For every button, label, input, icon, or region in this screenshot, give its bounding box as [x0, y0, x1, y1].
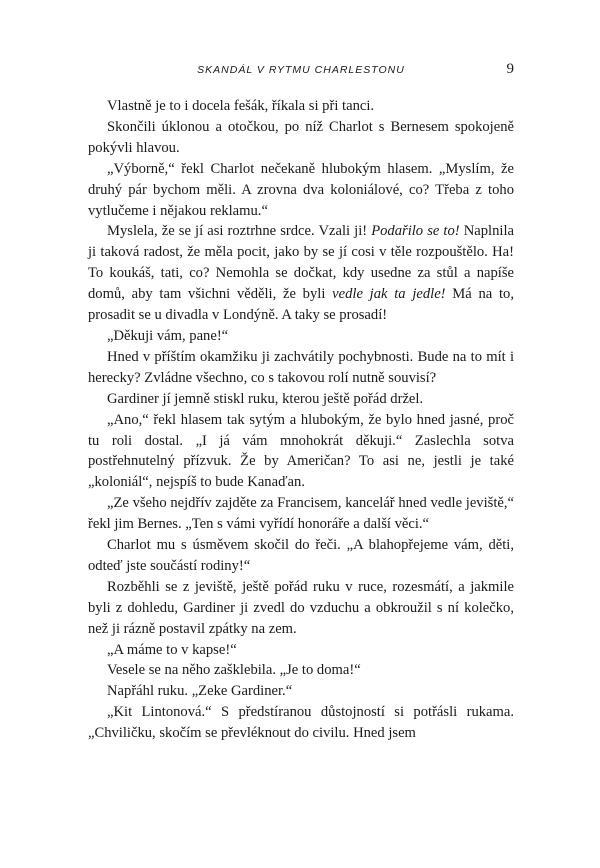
paragraph-text: „Ze všeho nejdřív zajděte za Francisem, kancelář hned vedle jeviště,“ řekl jim Bernes. „Ten s vámi vyřídí honoráře a další věci.“: [88, 495, 514, 533]
italic-text: Podařilo se to!: [371, 223, 460, 240]
paragraph: [88, 660, 514, 681]
paragraph-text: Má na to, prosadit se u divadla v Londýně. A taky se prosadí!: [88, 286, 514, 324]
body-text: [88, 96, 514, 744]
paragraph: [88, 326, 514, 347]
paragraph: [88, 640, 514, 661]
running-title: SKANDÁL V RYTMU CHARLESTONU: [197, 64, 405, 76]
paragraph: [88, 347, 514, 389]
paragraph-text: „Ano,“ řekl hlasem tak sytým a hlubokým, že bylo hned jasné, proč tu roli dostal. „I já vám mnohokrát děkuji.“ Zaslechla sotva postřehnutelný přízvuk. Že by Američan? To asi ne, jestli je také „koloniál“, nejspíš to bude Kanaďan.: [88, 411, 514, 491]
paragraph-text: Naplnila ji taková radost, že měla pocit, jako by se jí cosi v těle rozpouštělo. Ha! To koukáš, tati, co? Nemohla se dočkat, kdy usedne za stůl a napíše domů, aby tam všichni věděli, že byli: [88, 223, 514, 303]
paragraph-text: Vesele se na něho zašklebila. „Je to doma!“: [107, 662, 361, 679]
paragraph-text: Myslela, že se jí asi roztrhne srdce. Vzali ji!: [107, 223, 372, 240]
paragraph: [88, 681, 514, 702]
paragraph-text: Rozběhli se z jeviště, ještě pořád ruku v ruce, rozesmátí, a jakmile byli z dohledu, Gardiner ji zvedl do vzduchu a obkroužil s ní kolečko, než ji rázně postavil zpátky na zem.: [88, 578, 514, 637]
paragraph-text: „Děkuji vám, pane!“: [107, 327, 229, 344]
paragraph-text: Charlot mu s úsměvem skočil do řeči. „A blahopřejeme vám, děti, odteď jste součástí rodiny!“: [88, 537, 514, 574]
italic-text: vedle jak ta jedle!: [332, 286, 446, 303]
paragraph: [88, 159, 514, 222]
paragraph-text: Napřáhl ruku. „Zeke Gardiner.“: [107, 683, 293, 700]
paragraph: [88, 493, 514, 535]
paragraph: [88, 535, 514, 577]
paragraph: [88, 577, 514, 640]
paragraph-text: „Kit Lintonová.“ S předstíranou důstojností si potřásli rukama. „Chviličku, skočím se převléknout do civilu. Hned jsem: [88, 704, 514, 742]
paragraph-text: „Výborně,“ řekl Charlot nečekaně hlubokým hlasem. „Myslím, že druhý pár bychom měli. A zrovna dva koloniálové, co? Třeba z toho vytlučeme i nějakou reklamu.“: [88, 160, 514, 219]
page-number: 9: [506, 61, 514, 77]
paragraph-text: „A máme to v kapse!“: [107, 641, 237, 658]
paragraph: [88, 96, 514, 117]
paragraph: [88, 389, 514, 410]
paragraph: [88, 117, 514, 159]
paragraph-text: Hned v příštím okamžiku ji zachvátily pochybnosti. Bude na to mít i herecky? Zvládne všechno, co s takovou rolí nutně souvisí?: [88, 348, 514, 386]
paragraph-text: Skončili úklonou a otočkou, po níž Charlot s Bernesem spokojeně pokývli hlavou.: [88, 118, 514, 156]
paragraph-text: Vlastně je to i docela fešák, říkala si při tanci.: [107, 98, 375, 114]
paragraph: [88, 410, 514, 494]
paragraph-text: Gardiner jí jemně stiskl ruku, kterou ještě pořád držel.: [107, 390, 424, 407]
paragraph: [88, 221, 514, 326]
paragraph: [88, 702, 514, 744]
page-header: [88, 61, 514, 81]
